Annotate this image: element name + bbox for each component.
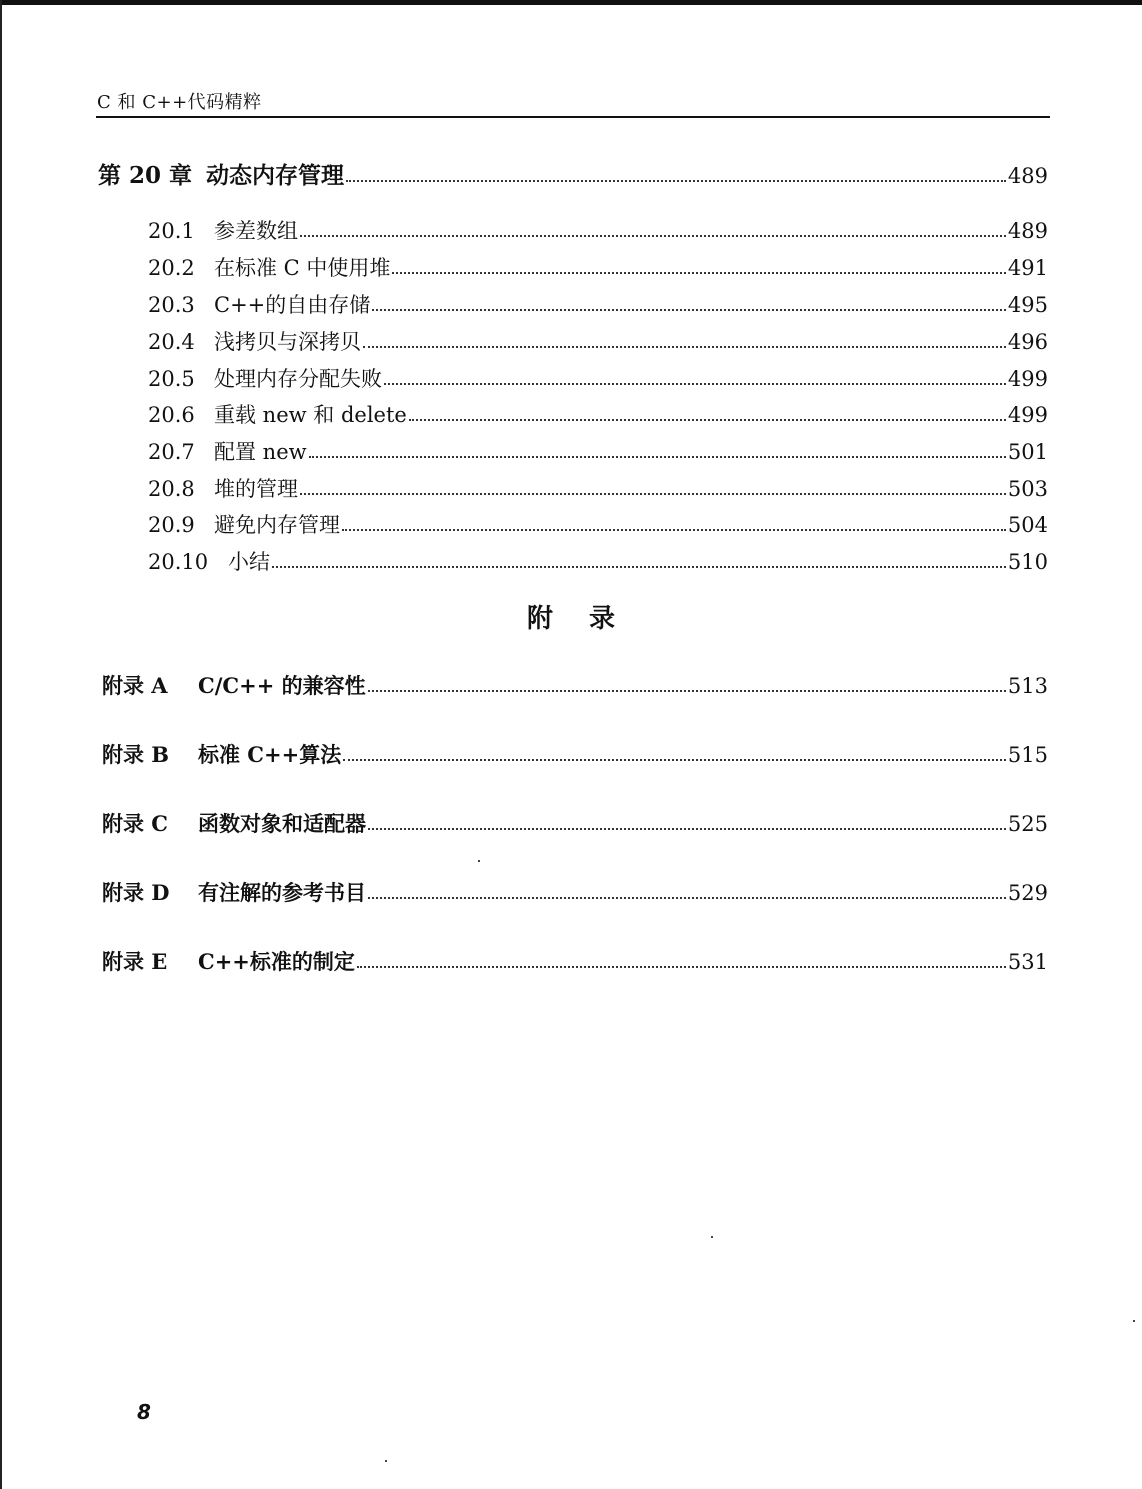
scan-speck [711,1236,713,1238]
appendix-title: C++标准的制定 [198,949,355,974]
appendix-page: 525 [1007,812,1048,836]
dot-leader [346,169,1006,183]
section-page: 503 [1007,477,1048,501]
dot-leader [342,518,1006,532]
section-page: 510 [1007,550,1048,574]
left-border [0,0,2,1489]
toc-section-entry[interactable] [148,475,1048,503]
chapter-title: 动态内存管理 [206,162,344,189]
scan-speck [478,860,480,862]
dot-leader [409,408,1006,422]
scan-speck [385,1460,387,1462]
dot-leader [392,261,1005,275]
section-number: 20.6 [148,403,195,427]
running-header: C 和 C++代码精粹 [97,92,262,113]
section-number: 20.10 [148,550,209,574]
toc-section-entry[interactable] [148,291,1048,319]
section-number: 20.3 [148,293,195,317]
dot-leader [368,679,1006,693]
toc-section-entry[interactable] [148,328,1048,356]
toc-appendix-entry[interactable] [102,741,1048,769]
header-rule [96,116,1050,118]
toc-section-entry[interactable] [148,401,1048,429]
toc-section-entry[interactable] [148,254,1048,282]
appendix-title: 标准 C++算法 [198,742,342,767]
toc-section-entry[interactable] [148,365,1048,393]
scan-speck [1133,1320,1135,1322]
toc-appendix-entry[interactable] [102,879,1048,907]
dot-leader [343,748,1006,762]
appendix-title: 函数对象和适配器 [198,811,366,836]
dot-leader [300,482,1006,496]
appendix-page: 513 [1007,674,1048,698]
chapter-page: 489 [1007,164,1048,188]
section-page: 499 [1007,403,1048,427]
dot-leader [368,817,1006,831]
section-title: 配置 new [214,440,307,464]
section-number: 20.5 [148,367,195,391]
appendix-title: 有注解的参考书目 [198,880,366,905]
section-title: 参差数组 [214,219,298,243]
dot-leader [300,224,1006,238]
section-page: 495 [1007,293,1048,317]
chapter-number: 第 20 章 [98,162,193,189]
toc-section-entry[interactable] [148,438,1048,466]
dot-leader [363,335,1006,349]
toc-section-entry[interactable] [148,548,1048,576]
section-title: 小结 [228,550,270,574]
section-number: 20.8 [148,477,195,501]
section-number: 20.2 [148,256,195,280]
appendix-number: 附录 E [102,949,168,974]
dot-leader [357,955,1006,969]
section-page: 504 [1007,513,1048,537]
section-number: 20.9 [148,513,195,537]
toc-appendix-entry[interactable] [102,948,1048,976]
section-title: 处理内存分配失败 [214,367,382,391]
appendix-number: 附录 C [102,811,169,836]
section-title: 在标准 C 中使用堆 [214,256,391,280]
section-page: 491 [1007,256,1048,280]
appendix-heading: 附录 [526,604,651,634]
section-title: C++的自由存储 [214,293,371,317]
appendix-title: C/C++ 的兼容性 [198,673,366,698]
toc-section-entry[interactable] [148,217,1048,245]
dot-leader [372,298,1006,312]
dot-leader [368,886,1006,900]
section-title: 避免内存管理 [214,513,340,537]
dot-leader [272,555,1006,569]
section-page: 496 [1007,330,1048,354]
dot-leader [309,445,1006,459]
appendix-number: 附录 D [102,880,170,905]
page-number: 8 [137,1400,151,1424]
section-number: 20.7 [148,440,195,464]
section-title: 堆的管理 [214,477,298,501]
toc-section-entry[interactable] [148,511,1048,539]
appendix-page: 529 [1007,881,1048,905]
toc-appendix-entry[interactable] [102,810,1048,838]
top-border [0,0,1142,5]
dot-leader [384,372,1006,386]
section-title: 浅拷贝与深拷贝 [214,330,361,354]
appendix-number: 附录 A [102,673,168,698]
appendix-page: 515 [1007,743,1048,767]
appendix-page: 531 [1007,950,1048,974]
toc-appendix-entry[interactable] [102,672,1048,700]
section-page: 489 [1007,219,1048,243]
section-number: 20.1 [148,219,195,243]
appendix-number: 附录 B [102,742,170,767]
section-number: 20.4 [148,330,195,354]
section-title: 重载 new 和 delete [214,403,407,427]
section-page: 501 [1007,440,1048,464]
section-page: 499 [1007,367,1048,391]
toc-chapter-entry[interactable] [98,162,1048,190]
